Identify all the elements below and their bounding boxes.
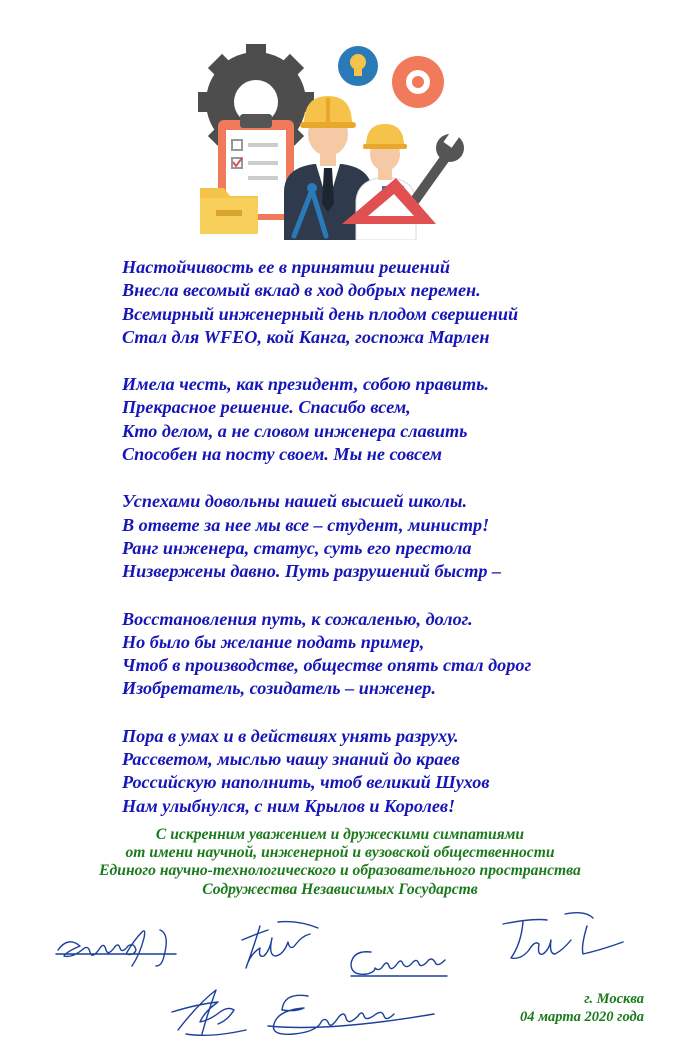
signature-5 bbox=[166, 982, 256, 1044]
poem-stanza bbox=[122, 608, 642, 701]
wrench-icon bbox=[408, 131, 464, 210]
settings-badge-icon bbox=[392, 56, 444, 108]
poem-line: Российскую наполнить, чтоб великий Шухов bbox=[122, 772, 490, 793]
poem-stanza bbox=[122, 373, 642, 466]
poem-line: Пора в умах и в действиях унять разруху. bbox=[122, 725, 459, 746]
poem-stanza bbox=[122, 725, 642, 818]
signature-2 bbox=[232, 916, 332, 982]
regards-line: Содружества Независимых Государств bbox=[202, 880, 478, 898]
poem-stanza bbox=[122, 256, 642, 349]
lightbulb-icon bbox=[338, 46, 378, 86]
poem-line: Успехами довольны нашей высшей школы. bbox=[122, 491, 468, 512]
signature-1 bbox=[52, 918, 202, 988]
poem-line: Всемирный инженерный день плодом свершений bbox=[122, 303, 519, 324]
signature-6 bbox=[262, 986, 442, 1042]
regards-block bbox=[0, 826, 680, 899]
poem-line: Кто делом, а не словом инженера славить bbox=[122, 420, 468, 441]
date: 04 марта 2020 года bbox=[519, 1009, 644, 1025]
poem-line: Рассветом, мыслью чашу знаний до краев bbox=[122, 749, 460, 770]
poem-line: Низвержены давно. Путь разрушений быстр – bbox=[122, 561, 502, 582]
poem-line: Способен на посту своем. Мы не совсем bbox=[122, 444, 442, 465]
poem-line: Нам улыбнулся, с ним Крылов и Королев! bbox=[122, 795, 456, 816]
poem-line: Восстановления путь, к сожаленью, долог. bbox=[122, 608, 473, 629]
regards-line: С искренним уважением и дружескими симпатиями bbox=[155, 826, 525, 843]
poem-line: Прекрасное решение. Спасибо всем, bbox=[122, 397, 411, 418]
place-date bbox=[520, 990, 644, 1026]
poem-line: Ранг инженера, статус, суть его престола bbox=[122, 537, 472, 558]
poem-stanza bbox=[122, 490, 642, 583]
regards-line: Единого научно-технологического и образовательного пространства bbox=[99, 862, 581, 880]
city: г. Москва bbox=[584, 991, 644, 1007]
poem-line: Но было бы желание подать пример, bbox=[122, 631, 425, 652]
regards-line: от имени научной, инженерной и вузовской общественности bbox=[125, 844, 555, 862]
poem-line: Имела честь, как президент, собою править. bbox=[122, 374, 489, 395]
poem-line: Настойчивость ее в принятии решений bbox=[122, 257, 450, 277]
poem-line: Изобретатель, созидатель – инженер. bbox=[122, 678, 436, 699]
poem-line: Стал для WFEO, кой Канга, госпожа Марлен bbox=[122, 326, 490, 347]
poem-line: Внесла весомый вклад в ход добрых перемен. bbox=[122, 280, 481, 301]
signature-3 bbox=[345, 934, 455, 984]
poem bbox=[122, 256, 642, 842]
poem-line: В ответе за нее мы все – студент, министр! bbox=[122, 514, 490, 535]
poem-line: Чтоб в производстве, обществе опять стал дорог bbox=[122, 655, 532, 676]
signature-4 bbox=[495, 908, 635, 974]
engineers-illustration-icon bbox=[196, 40, 486, 240]
